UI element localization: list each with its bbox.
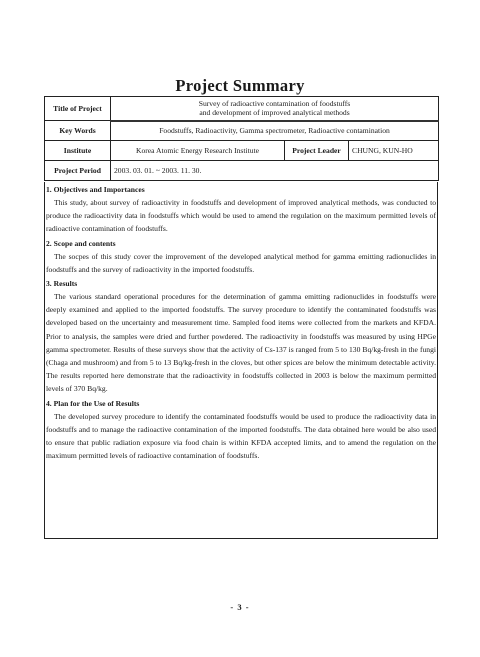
period-value: 2003. 03. 01. ~ 2003. 11. 30.: [111, 161, 439, 181]
section-text-plan: The developed survey procedure to identify the contaminated foodstuffs would be used to produce the radioactivity data in foodstuffs and to manage the radioactive contamination of the imported foodstuffs. The data obtained here would be also used to ensure that public radiation exposure via food chain is within KFDA accepted limits, and to amend the regulation on the maximum permitted levels of radioactive contamination of foodstuffs.: [46, 411, 436, 461]
project-info-table: [44, 96, 439, 181]
title-line-1: Survey of radioactive contamination of foodstuffs: [198, 98, 351, 108]
keywords-row: [45, 121, 439, 141]
leader-label: Project Leader: [285, 141, 349, 161]
institute-row: [45, 141, 439, 161]
title-value: [111, 97, 439, 121]
section-heading-objectives: 1. Objectives and Importances: [46, 185, 145, 194]
summary-body: [44, 182, 438, 539]
section-text-results: The various standard operational procedures for the determination of gamma emitting radionuclides in foodstuffs were deeply examined and applied to the imported foodstuffs. The survey procedure to identify the contaminated foodstuffs was developed based on the uncertainty and measurement time. Sampled food items were collected from the markets and KFDA. Prior to analysis, the samples were dried and further powdered. The radioactivity in foodstuffs was measured by using HPGe gamma spectrometer. Results of these surveys show that the activity of Cs-137 is ranged from 5 to 130 Bq/kg-fresh in the fungi (Chaga and mushroom) and from 5 to 13 Bq/kg-fresh in the cloves, but other spices are below the minimum detectable activity. The results reported here demonstrate that the radioactivity in foodstuffs collected in 2003 is below the maximum permitted levels of 370 Bq/kg.: [46, 292, 436, 394]
section-heading-results: 3. Results: [46, 279, 78, 289]
institute-label: Institute: [45, 141, 111, 161]
title-line-2: and development of improved analytical methods: [199, 108, 350, 118]
period-label: Project Period: [45, 161, 111, 181]
institute-value: Korea Atomic Energy Research Institute: [111, 141, 285, 161]
keywords-value: Foodstuffs, Radioactivity, Gamma spectrometer, Radioactive contamination: [111, 121, 439, 141]
section-heading-scope: 2. Scope and contents: [46, 238, 116, 248]
title-label: Title of Project: [45, 97, 111, 121]
section-text-scope: The socpes of this study cover the improvement of the developed analytical method for gamma emitting radionuclides in foodstuffs and the survey of radioactivity in the imported foodstuffs.: [46, 251, 436, 274]
page-title: Project Summary: [175, 76, 305, 95]
section-text-objectives: This study, about survey of radioactivity in foodstuffs and development of improved analytical methods, was conducted to produce the radioactivity data in foodstuffs which would be used to amend the regulation on the maximum permitted levels of radioactive contamination of foodstuffs.: [46, 198, 436, 234]
leader-value: CHUNG, KUN-HO: [349, 141, 439, 161]
title-row: [45, 97, 439, 121]
keywords-label: Key Words: [45, 121, 111, 141]
period-row: [45, 161, 439, 181]
page-number: - 3 -: [230, 602, 250, 612]
section-heading-plan: 4. Plan for the Use of Results: [46, 398, 140, 408]
